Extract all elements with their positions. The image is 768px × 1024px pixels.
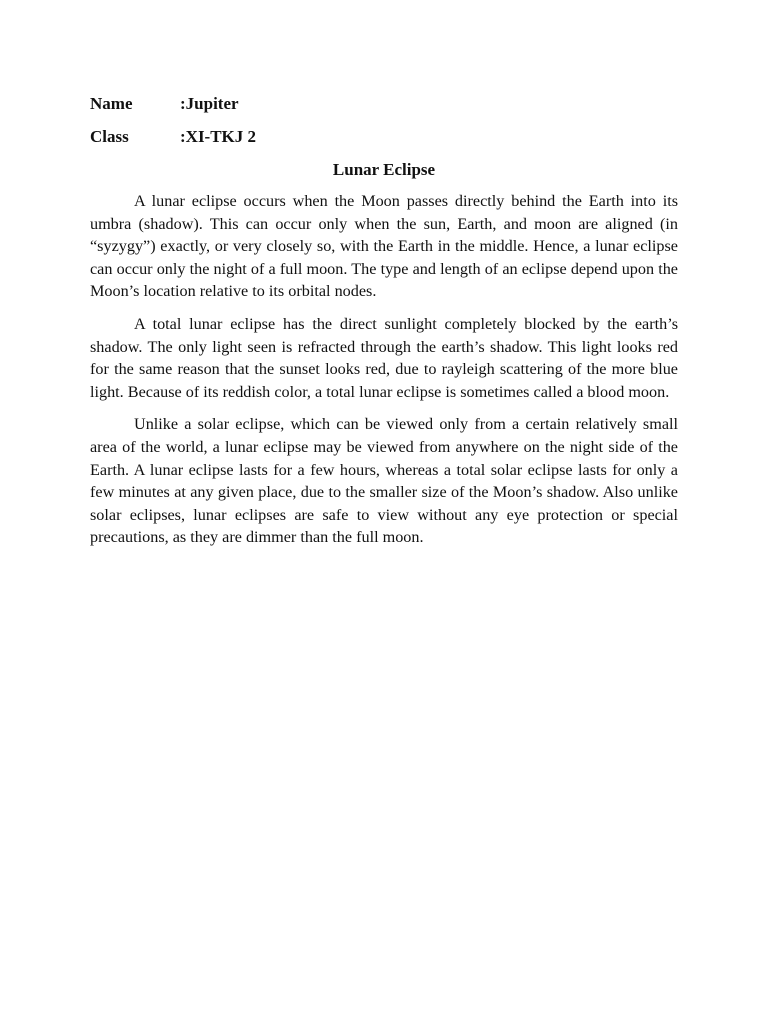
name-label: Name [90, 94, 133, 113]
class-value: :XI-TKJ 2 [180, 127, 257, 146]
document-title: Lunar Eclipse [332, 160, 436, 179]
paragraph-3: Unlike a solar eclipse, which can be viewed only from a certain relatively small area of the world, a lunar eclipse may be viewed from anywhere on the night side of the Earth. A lunar eclipse lasts for a few hours, whereas a total solar eclipse lasts for only a few minutes at any given place, due to the smaller size of the Moon’s shadow. Also unlike solar eclipses, lunar eclipses are safe to view without any eye protection or special precautions, as they are dimmer than the full moon. [90, 415, 678, 547]
document-body [90, 190, 678, 559]
class-field [90, 127, 256, 147]
name-field [90, 94, 239, 114]
name-value: :Jupiter [180, 94, 239, 113]
paragraph-1: A lunar eclipse occurs when the Moon passes directly behind the Earth into its umbra (shadow). This can occur only when the sun, Earth, and moon are aligned (in “syzygy”) exactly, or very closely so, with the Earth in the middle. Hence, a lunar eclipse can occur only the night of a full moon. The type and length of an eclipse depend upon the Moon’s location relative to its orbital nodes. [90, 192, 678, 301]
class-label: Class [90, 127, 129, 146]
paragraph-2: A total lunar eclipse has the direct sunlight completely blocked by the earth’s shadow. The only light seen is refracted through the earth’s shadow. This light looks red for the same reason that the sunset looks red, due to rayleigh scattering of the more blue light. Because of its reddish color, a total lunar eclipse is sometimes called a blood moon. [90, 314, 678, 401]
